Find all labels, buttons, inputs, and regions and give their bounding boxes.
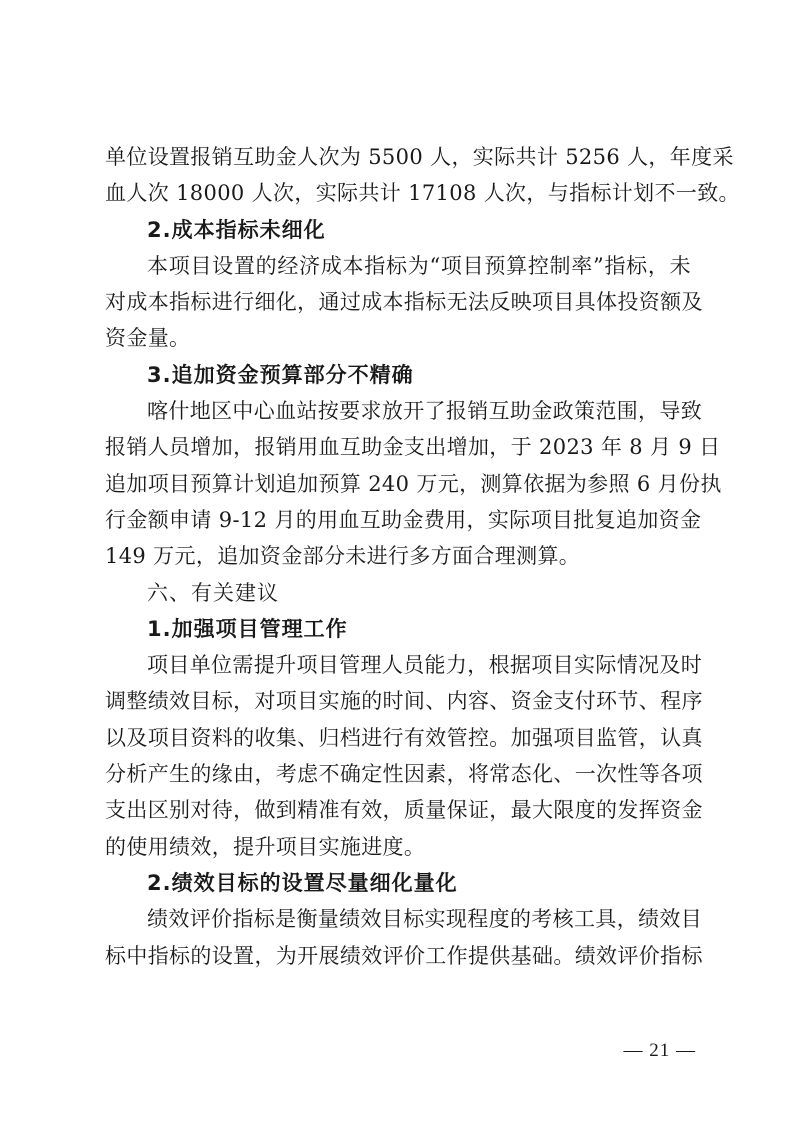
page-number: — 21 —: [623, 1040, 696, 1061]
body-paragraph-line: 对成本指标进行细化，通过成本指标无法反映项目具体投资额及: [105, 290, 703, 315]
body-paragraph-line: 绩效评价指标是衡量绩效目标实现程度的考核工具，绩效目: [147, 907, 703, 932]
body-paragraph-line: 单位设置报销互助金人次为 5500 人，实际共计 5256 人，年度采: [105, 145, 734, 169]
body-paragraph-line: 149 万元，追加资金部分未进行多方面合理测算。: [105, 544, 581, 569]
subheading-cost-indicator: 2.成本指标未细化: [147, 217, 326, 242]
body-paragraph-line: 资金量。: [105, 326, 191, 351]
body-paragraph-line: 喀什地区中心血站按要求放开了报销互助金政策范围，导致: [147, 399, 703, 424]
body-paragraph-line: 标中指标的设置，为开展绩效评价工作提供基础。绩效评价指标: [105, 943, 703, 968]
subheading-additional-funds: 3.追加资金预算部分不精确: [147, 362, 414, 387]
subheading-performance-goals: 2.绩效目标的设置尽量细化量化: [147, 870, 458, 895]
body-paragraph-line: 以及项目资料的收集、归档进行有效管控。加强项目监管，认真: [105, 725, 703, 750]
body-paragraph-line: 支出区别对待，做到精准有效，质量保证，最大限度的发挥资金: [105, 798, 703, 823]
body-paragraph-line: 本项目设置的经济成本指标为“项目预算控制率”指标，未: [147, 253, 691, 278]
body-paragraph-line: 调整绩效目标，对项目实施的时间、内容、资金支付环节、程序: [105, 689, 703, 714]
body-paragraph-line: 的使用绩效，提升项目实施进度。: [105, 834, 426, 859]
body-paragraph-line: 分析产生的缘由，考虑不确定性因素，将常态化、一次性等各项: [105, 762, 703, 787]
body-paragraph-line: 项目单位需提升项目管理人员能力，根据项目实际情况及时: [147, 653, 703, 678]
section-heading-recommendations: 六、有关建议: [147, 580, 279, 605]
body-paragraph-line: 追加项目预算计划追加预算 240 万元，测算依据为参照 6 月份执: [105, 471, 722, 496]
body-paragraph-line: 行金额申请 9-12 月的用血互助金费用，实际项目批复追加资金: [105, 507, 702, 532]
subheading-project-management: 1.加强项目管理工作: [147, 616, 348, 641]
body-paragraph-line: 血人次 18000 人次，实际共计 17108 人次，与指标计划不一致。: [105, 181, 740, 206]
document-body: [105, 139, 740, 974]
body-paragraph-line: 报销人员增加，报销用血互助金支出增加，于 2023 年 8 月 9 日: [105, 435, 721, 460]
